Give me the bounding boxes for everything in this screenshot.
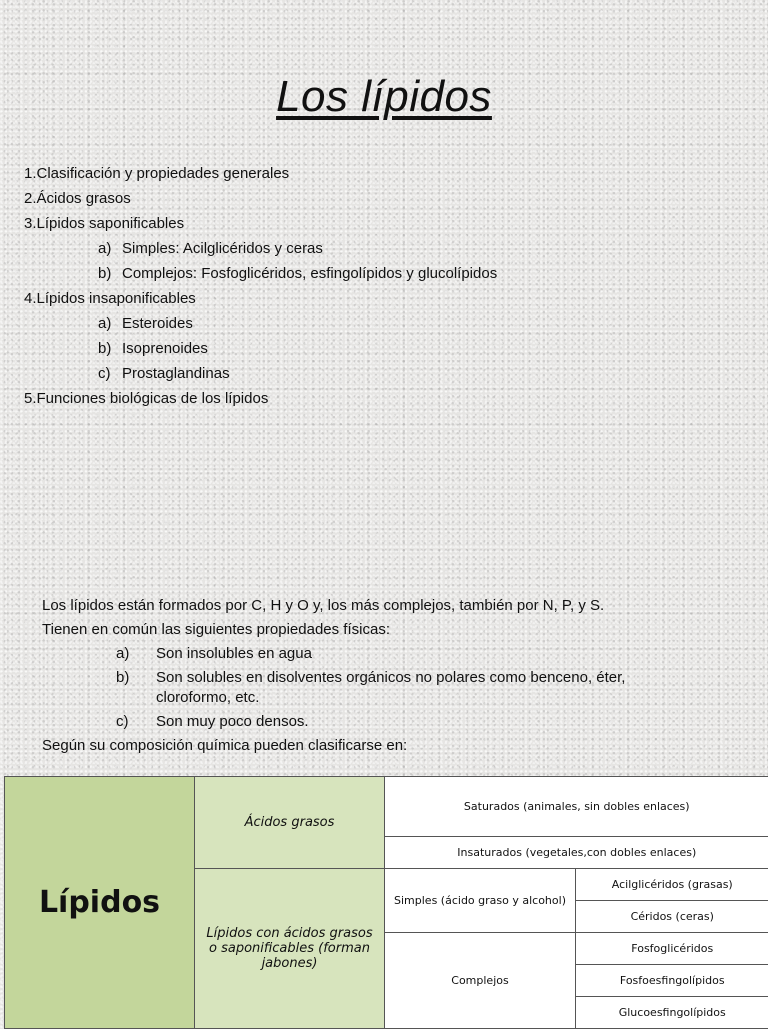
- toc-item: [24, 289, 497, 314]
- classification-table: [4, 776, 768, 1029]
- toc-item: [24, 189, 497, 214]
- toc-subitem-letter: b): [98, 264, 122, 289]
- property-item: [42, 712, 742, 732]
- toc-subitem-letter: b): [98, 339, 122, 364]
- page-title: Los lípidos: [0, 72, 768, 122]
- toc-subitem: [24, 364, 497, 389]
- toc-item-text: 3.Lípidos saponificables: [24, 215, 184, 232]
- cell-acidos-grasos: Ácidos grasos: [195, 777, 385, 869]
- intro-paragraph: Según su composición química pueden clasificarse en:: [42, 736, 742, 756]
- toc-item: [24, 389, 497, 414]
- intro-paragraph: Tienen en común las siguientes propiedades físicas:: [42, 620, 742, 640]
- toc-subitem-text: Isoprenoides: [122, 339, 208, 364]
- toc-subitem-text: Prostaglandinas: [122, 364, 230, 389]
- cell-ceridos: Céridos (ceras): [576, 901, 768, 933]
- toc-subitem: [24, 314, 497, 339]
- cell-glucoesfingolipidos: Glucoesfingolípidos: [576, 997, 768, 1029]
- toc-subitem: [24, 239, 497, 264]
- property-item: [42, 668, 742, 708]
- toc-subitem: [24, 339, 497, 364]
- cell-fosfogliceridos: Fosfoglicéridos: [576, 933, 768, 965]
- cell-complejos: Complejos: [385, 933, 576, 1029]
- property-text: Son solubles en disolventes orgánicos no polares como benceno, éter, cloroformo, etc.: [156, 668, 676, 708]
- toc-subitem-letter: c): [98, 364, 122, 389]
- property-text: Son muy poco densos.: [156, 712, 676, 732]
- table-of-contents: [24, 164, 497, 414]
- property-letter: b): [42, 668, 156, 708]
- property-letter: a): [42, 644, 156, 664]
- intro-paragraph: Los lípidos están formados por C, H y O y, los más complejos, también por N, P, y S.: [42, 596, 742, 616]
- property-text: Son insolubles en agua: [156, 644, 676, 664]
- toc-item-text: 1.Clasificación y propiedades generales: [24, 165, 289, 182]
- toc-subitem-text: Esteroides: [122, 314, 193, 339]
- cell-saponificables: Lípidos con ácidos grasos o saponificables (forman jabones): [195, 869, 385, 1029]
- toc-subitem: [24, 264, 497, 289]
- cell-lipidos: Lípidos: [5, 777, 195, 1029]
- property-letter: c): [42, 712, 156, 732]
- table-row: [5, 777, 768, 837]
- toc-subitem-text: Complejos: Fosfoglicéridos, esfingolípidos y glucolípidos: [122, 264, 497, 289]
- toc-item-text: 4.Lípidos insaponificables: [24, 290, 196, 307]
- cell-simples: Simples (ácido graso y alcohol): [385, 869, 576, 933]
- toc-subitem-letter: a): [98, 314, 122, 339]
- toc-item-text: 2.Ácidos grasos: [24, 190, 131, 207]
- toc-item-text: 5.Funciones biológicas de los lípidos: [24, 390, 268, 407]
- cell-insaturados: Insaturados (vegetales,con dobles enlaces): [385, 837, 768, 869]
- toc-item: [24, 164, 497, 189]
- toc-item: [24, 214, 497, 239]
- properties-list: [42, 644, 742, 732]
- intro-section: [42, 596, 742, 760]
- cell-saturados: Saturados (animales, sin dobles enlaces): [385, 777, 768, 837]
- toc-subitem-text: Simples: Acilglicéridos y ceras: [122, 239, 323, 264]
- cell-acilgliceridos: Acilglicéridos (grasas): [576, 869, 768, 901]
- cell-fosfoesfingolipidos: Fosfoesfingolípidos: [576, 965, 768, 997]
- property-item: [42, 644, 742, 664]
- toc-subitem-letter: a): [98, 239, 122, 264]
